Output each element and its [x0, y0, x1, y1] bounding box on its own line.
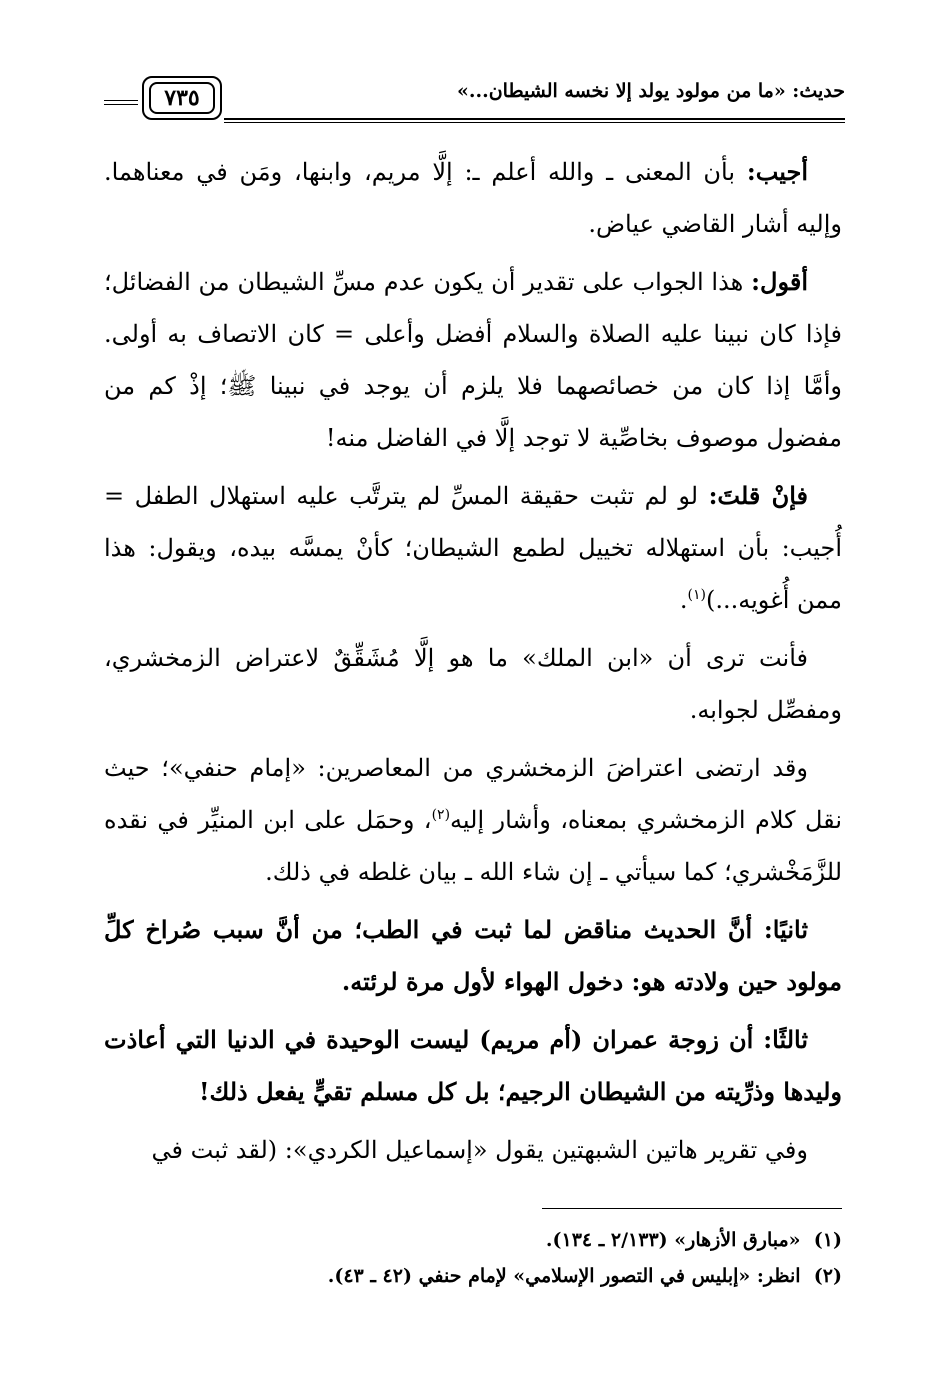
paragraph-second-point: [104, 904, 842, 1008]
paragraph-tail: .: [679, 586, 688, 614]
page-number-frame: [142, 76, 222, 120]
paragraph-text: فأنت ترى أن «ابن الملك» ما هو إلَّا مُشَقِّقٌ لاعتراض الزمخشري، ومفصِّل لجوابه.: [104, 644, 842, 724]
page-number: ٧٣٥: [149, 82, 215, 114]
footnote-text: «مبارق الأزهار» (٢/١٣٣ ـ ١٣٤).: [545, 1229, 801, 1251]
footnote-ref[interactable]: (١): [687, 587, 706, 603]
running-title: حديث: «ما من مولود يولد إلا نخسه الشيطان...»: [457, 80, 845, 102]
header-left-rule: [104, 100, 138, 101]
paragraph-text: ثالثًا: أن زوجة عمران (أم مريم) ليست الوحيدة في الدنيا التي أعاذت وليدها وذرِّيته من الشيطان الرجيم؛ بل كل مسلم تقيٍّ يفعل ذلك!: [104, 1025, 842, 1106]
footnote-number: (٢): [813, 1265, 842, 1287]
paragraph-third-point: [104, 1014, 842, 1118]
page-header: [100, 70, 845, 126]
paragraph-text: وفي تقرير هاتين الشبهتين يقول «إسماعيل الكردي»: (لقد ثبت في: [151, 1136, 808, 1164]
footnote-separator: [542, 1208, 842, 1209]
paragraph-text: ثانيًا: أنَّ الحديث مناقض لما ثبت في الطب؛ من أنَّ سبب صُراخ كلِّ مولود حين ولادته هو: دخول الهواء لأول مرة لرئته.: [104, 915, 842, 996]
footnotes: [102, 1222, 842, 1294]
paragraph-tail: ، وحمَل على ابن المنيِّر في نقده للزَّمَخْشري؛ كما سيأتي ـ إن شاء الله ـ بيان غلطه في ذلك.: [104, 806, 842, 886]
footnote-number: (١): [813, 1229, 842, 1251]
paragraph-text: هذا الجواب على تقدير أن يكون عدم مسِّ الشيطان من الفضائل؛ فإذا كان نبينا عليه الصلاة والسلام أفضل وأعلى = كان الاتصاف به أولى. وأمَّا إذا كان من خصائصهما فلا يلزم أن يوجد في نبينا ﷺ؛ إذْ كم من مفضول موصوف بخاصِّية لا توجد إلَّا في الفاضل منه!: [104, 268, 842, 452]
footnote-ref[interactable]: (٢): [431, 807, 451, 823]
paragraph-text: لو لم تثبت حقيقة المسِّ لم يترتَّب عليه استهلال الطفل = أُجيب: بأن استهلاله تخييل لطمع الشيطان؛ كأنْ يمسَّه بيده، ويقول: هذا ممن أُغويه...): [104, 482, 842, 614]
header-rule: [224, 118, 845, 120]
header-rule-thin: [224, 122, 845, 123]
main-text: [104, 146, 842, 1182]
paragraph-objection: [104, 470, 842, 626]
paragraph-text: بأن المعنى ـ والله أعلم ـ: إلَّا مريم، وابنها، ومَن في معناهما. وإليه أشار القاضي عياض.: [104, 158, 842, 238]
paragraph-answer: [104, 146, 842, 250]
paragraph-lead: فإنْ قلتَ:: [708, 481, 809, 510]
footnote-2: [102, 1258, 842, 1294]
footnote-1: [102, 1222, 842, 1258]
paragraph-contemporary: [104, 742, 842, 898]
paragraph-continuation: [104, 1124, 842, 1176]
paragraph-summary: [104, 632, 842, 736]
header-left-rule-lower: [104, 104, 138, 105]
footnote-text: انظر: «إبليس في التصور الإسلامي» لإمام حنفي (٤٢ ـ ٤٣).: [327, 1265, 801, 1287]
paragraph-text: وقد ارتضى اعتراضَ الزمخشري من المعاصرين: «إمام حنفي»؛ حيث نقل كلام الزمخشري بمعناه، وأشار إليه: [104, 754, 843, 834]
paragraph-lead: أقول:: [751, 267, 808, 296]
paragraph-comment: [104, 256, 842, 464]
paragraph-lead: أجيب:: [746, 157, 808, 186]
